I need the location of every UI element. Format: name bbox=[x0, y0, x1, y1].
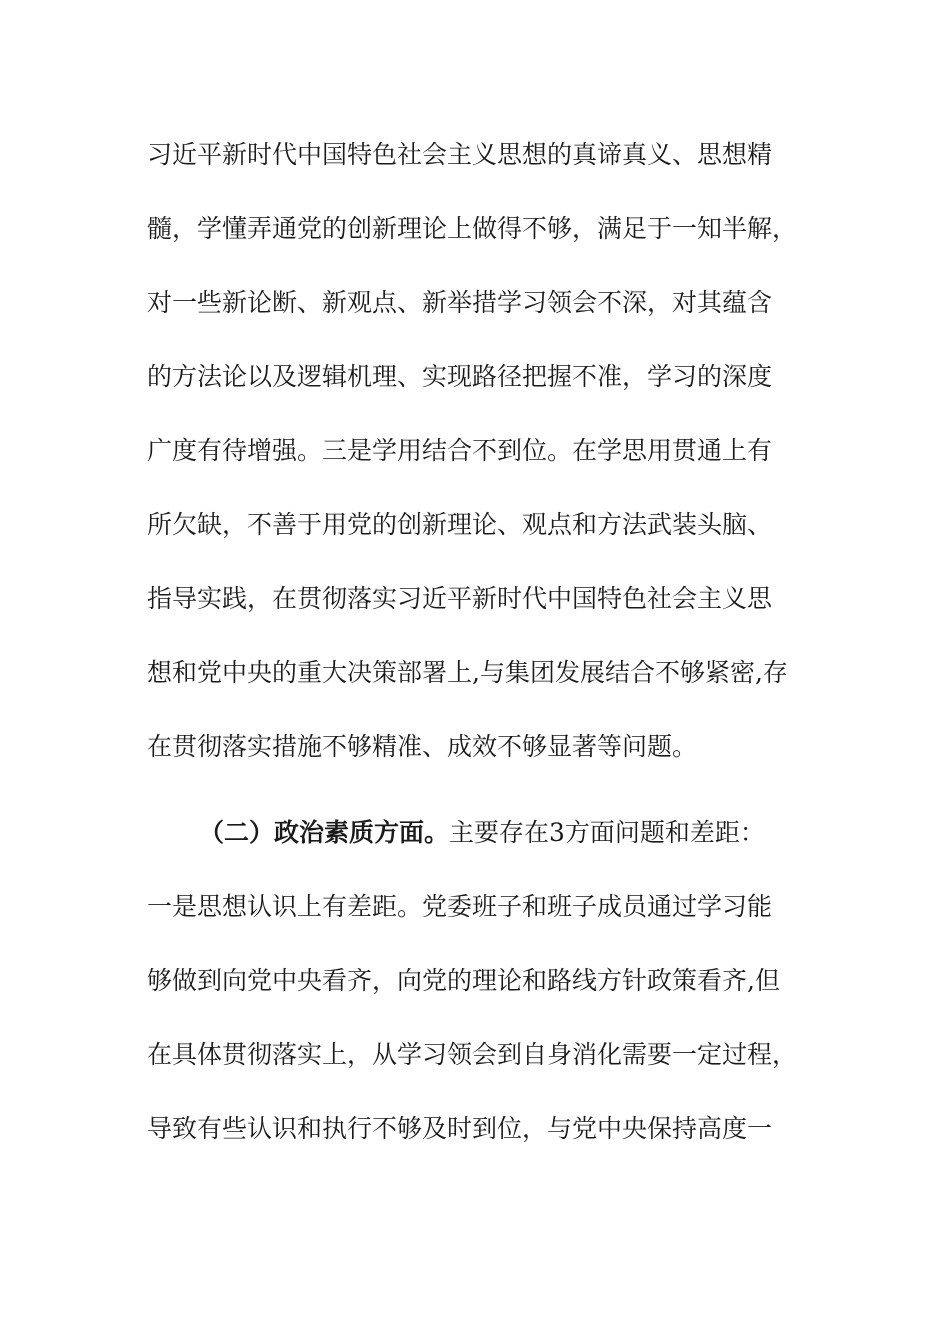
paragraph-line: 的方法论以及逻辑机理、实现路径把握不准，学习的深度 bbox=[147, 362, 773, 391]
paragraph-line: 对一些新论断、新观点、新举措学习领会不深，对其蕴含 bbox=[147, 288, 773, 317]
paragraph-line: 指导实践，在贯彻落实习近平新时代中国特色社会主义思 bbox=[147, 584, 773, 613]
section-heading-line bbox=[199, 818, 859, 848]
paragraph-line: 在贯彻落实措施不够精准、成效不够显著等问题。 bbox=[147, 732, 698, 761]
paragraph-line: 在具体贯彻落实上，从学习领会到自身消化需要一定过程， bbox=[147, 1040, 798, 1069]
paragraph-line: 习近平新时代中国特色社会主义思想的真谛真义、思想精 bbox=[147, 140, 773, 169]
paragraph-line: 导致有些认识和执行不够及时到位，与党中央保持高度一 bbox=[147, 1114, 773, 1143]
paragraph-line: 一是思想认识上有差距。党委班子和班子成员通过学习能 bbox=[147, 892, 773, 921]
paragraph-line: 广度有待增强。三是学用结合不到位。在学思用贯通上有 bbox=[147, 436, 773, 465]
paragraph-line: 够做到向党中央看齐，向党的理论和路线方针政策看齐,但 bbox=[147, 966, 780, 995]
paragraph-line: 所欠缺，不善于用党的创新理论、观点和方法武装头脑、 bbox=[147, 510, 773, 539]
section-heading: （二）政治素质方面。 bbox=[199, 818, 450, 847]
section-intro: 主要存在3方面问题和差距： bbox=[449, 818, 765, 847]
paragraph-line: 想和党中央的重大决策部署上,与集团发展结合不够紧密,存 bbox=[147, 658, 788, 687]
paragraph-line: 髓，学懂弄通党的创新理论上做得不够，满足于一知半解， bbox=[147, 214, 798, 243]
